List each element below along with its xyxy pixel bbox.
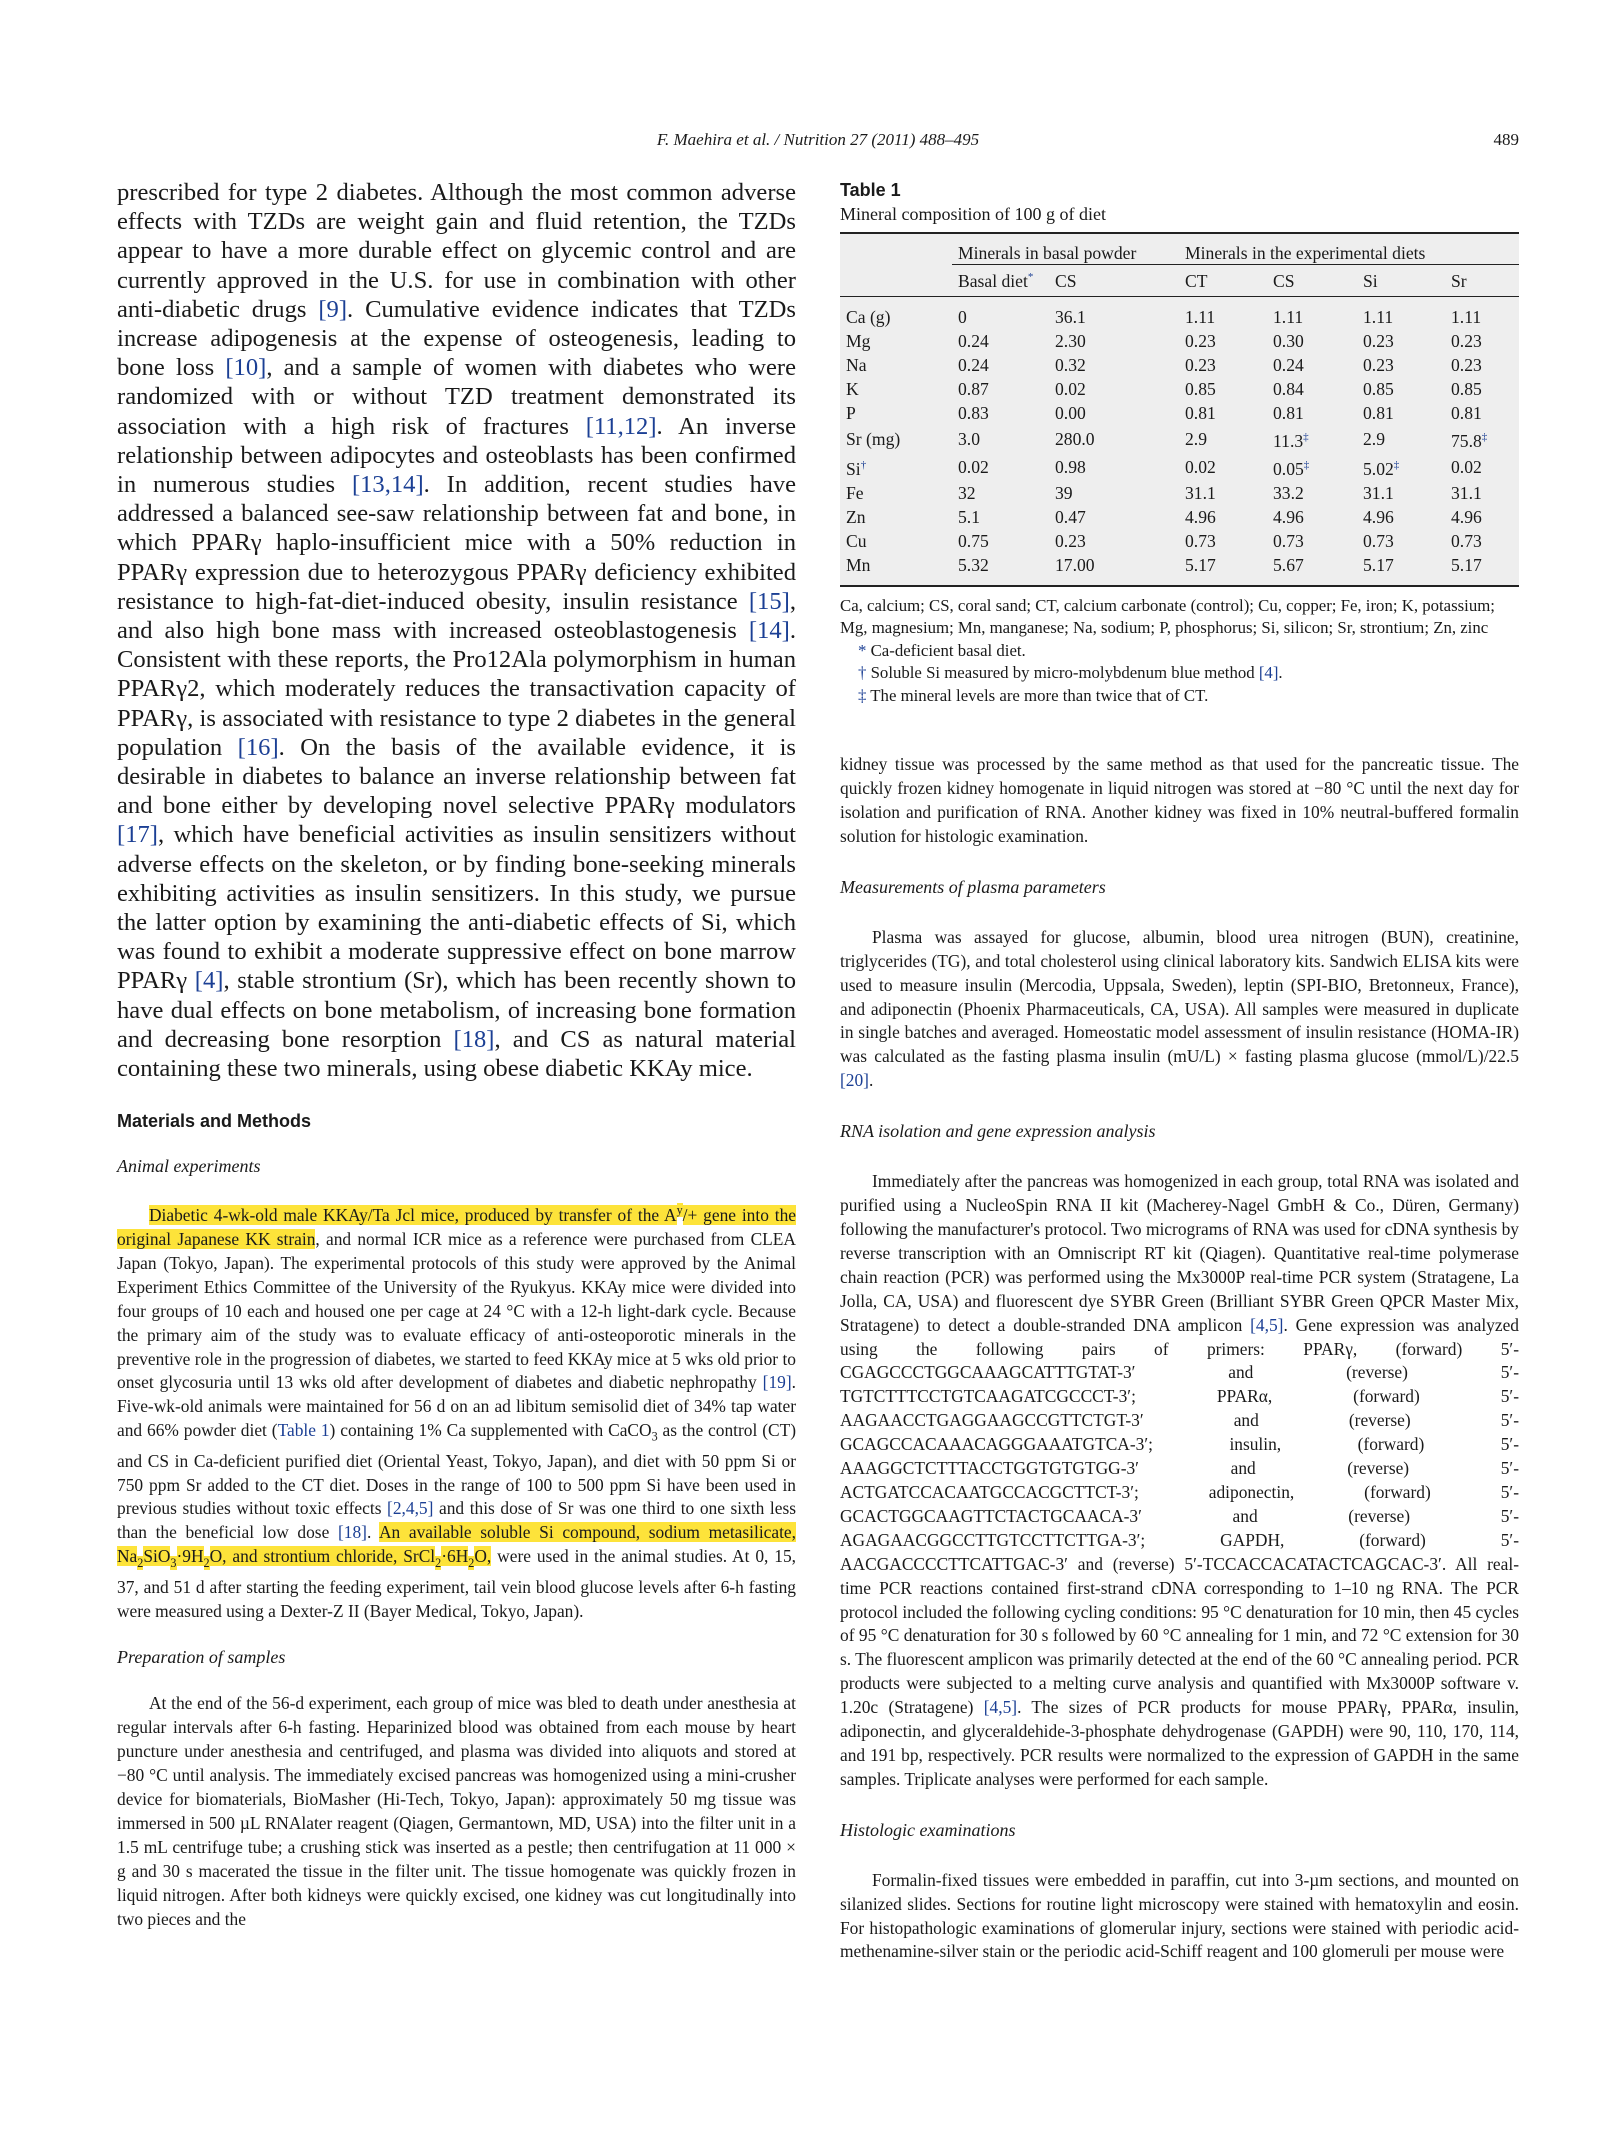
table-cell: 0.85 <box>1185 379 1216 399</box>
table-cell: 0.32 <box>1055 355 1086 375</box>
table-cell: 1.11 <box>1185 307 1216 327</box>
mineral-table <box>840 232 1519 587</box>
intro-text: prescribed for type 2 diabetes. Although the most common adverse effects with TZDs are weight gain and fluid retention, the TZDs appear to have a more durable effect on glycemic control and are currently approved in the U.S. for use in combination with other anti-diabetic drugs [9]. Cumulative evidence indicates that TZDs increase adipogenesis at the expense of osteogenesis, leading to bone loss [10], and a sample of women with diabetes who were randomized with or without TZD treatment demonstrated its association with a high risk of fractures [11,12]. An inverse relationship between adipocytes and osteoblasts has been confirmed in numerous studies [13,14]. In addition, recent studies have addressed a balanced see-saw relationship between fat and bone, in which PPARγ haplo-insufficient mice with a 50% reduction in PPARγ expression due to heterozygous PPARγ deficiency exhibited resistance to high-fat-diet-induced obesity, insulin resistance [15], and also high bone mass with increased osteoblastogenesis [14]. Consistent with these reports, the Pro12Ala polymorphism in human PPARγ2, which moderately reduces the transactivation capacity of PPARγ, is associated with resistance to type 2 diabetes in the general population [16]. On the basis of the available evidence, it is desirable in diabetes to balance an inverse relationship between fat and bone either by developing novel selective PPARγ modulators [17], which have beneficial activities as insulin sensitizers without adverse effects on the skeleton, or by finding bone-seeking minerals exhibiting activities as insulin sensitizers. In this study, we pursue the latter option by examining the anti-diabetic effects of Si, which was found to exhibit a moderate suppressive effect on bone marrow PPARγ [4], stable strontium (Sr), which has been recently shown to have dual effects on bone metabolism, of increasing bone formation and decreasing bone resorption [18], and CS as natural material containing these two minerals, using obese diabetic KKAy mice. <box>117 179 797 1083</box>
animal-paragraph <box>117 1199 796 1623</box>
row-label: Mn <box>846 554 871 575</box>
table-cell: 5.17 <box>1185 554 1216 575</box>
table-cell: 0.23 <box>1185 355 1216 375</box>
table-caption-text: Mineral composition of 100 g of diet <box>840 204 1106 224</box>
table-cell: 3.0 <box>958 428 980 449</box>
table-footnotes <box>840 640 1519 708</box>
row-label: Sr (mg) <box>846 428 901 449</box>
table-cell: 0 <box>958 307 967 327</box>
table-cell: 0.23 <box>1055 530 1086 551</box>
table-cell: 5.17 <box>1363 554 1394 575</box>
table-footnote: † Soluble Si measured by micro-molybdenum blue method [4]. <box>858 663 1283 683</box>
table-cell: 33.2 <box>1273 482 1304 503</box>
journal-citation: F. Maehira et al. / Nutrition 27 (2011) 488–495 <box>656 130 980 149</box>
subsection-rna: RNA isolation and gene expression analysis <box>840 1121 1156 1142</box>
row-label: P <box>846 403 856 423</box>
prep-paragraph <box>117 1692 796 1931</box>
table-cell: 0.30 <box>1273 331 1304 351</box>
kidney-text: kidney tissue was processed by the same method as that used for the pancreatic tissue. The quickly frozen kidney homogenate in liquid nitrogen was stored at −80 °C until the next day for isolation and purification of RNA. Another kidney was fixed in 10% neutral-buffered formalin solution for histologic examination. <box>840 754 1519 846</box>
citation-link[interactable]: [10] <box>225 354 267 382</box>
table-cell: 11.3‡ <box>1273 430 1309 451</box>
table-cell: 0.00 <box>1055 403 1086 423</box>
citation-link[interactable]: [4,5] <box>1250 1314 1284 1335</box>
table-cell: 0.02 <box>958 456 989 477</box>
table-cell: 0.24 <box>958 331 989 351</box>
table-row <box>840 425 1519 453</box>
row-label: Cu <box>846 530 867 551</box>
citation-link[interactable]: [2,4,5] <box>387 1498 434 1519</box>
table-cell: 1.11 <box>1273 307 1304 327</box>
col-sr: Sr <box>1445 265 1519 297</box>
table-cell: 5.02‡ <box>1363 458 1400 479</box>
citation-link[interactable]: [11,12] <box>585 412 657 440</box>
table-cell: 0.47 <box>1055 506 1086 527</box>
table-row <box>840 297 1519 330</box>
table-row <box>840 401 1519 425</box>
table-cell: 0.73 <box>1185 530 1216 551</box>
subsection-animal-experiments: Animal experiments <box>117 1156 261 1177</box>
table-cell: 1.11 <box>1451 307 1482 327</box>
table-row <box>840 505 1519 529</box>
citation-link[interactable]: [18] <box>453 1025 495 1053</box>
table-column-header <box>840 265 1519 297</box>
table-row <box>840 481 1519 505</box>
table-cell: 0.73 <box>1363 530 1394 551</box>
citation-link[interactable]: [13,14] <box>351 471 424 499</box>
col-basal-diet: Basal diet* <box>952 265 1049 297</box>
citation-link[interactable]: [18] <box>337 1522 367 1543</box>
table-cell: 0.87 <box>958 379 989 399</box>
table-cell: 0.23 <box>1451 331 1482 351</box>
prep-text: At the end of the 56-d experiment, each group of mice was bled to death under anesthesia at regular intervals after 6-h fasting. Heparinized blood was obtained from each mouse by heart puncture under anesthesia and centrifuged, and plasma was divided into aliquots and stored at −80 °C until analysis. The immediately excised pancreas was homogenized using a mini-crusher device for biomaterials, BioMasher (Hi-Tech, Tokyo, Japan): approximately 50 mg tissue was immersed in 500 µL RNAlater reagent (Qiagen, Germantown, MD, USA) into the filter unit in a 1.5 mL centrifuge tube; a crushing stick was inserted as a pestle; then centrifugation at 11 000 × g and 30 s macerated the tissue in the filter unit. The tissue homogenate was quickly frozen in liquid nitrogen. After both kidneys were quickly excised, one kidney was cut longitudinally into two pieces and the <box>117 1693 796 1929</box>
table-cell: 5.17 <box>1451 554 1482 575</box>
table-cell: 5.1 <box>958 506 980 527</box>
intro-paragraph <box>117 178 796 1083</box>
table-cell: 0.85 <box>1451 379 1482 399</box>
table-cell: 0.73 <box>1273 530 1304 551</box>
right-column <box>840 178 1519 1964</box>
table-cell: 4.96 <box>1363 506 1394 527</box>
subsection-histologic: Histologic examinations <box>840 1819 1016 1840</box>
table-cell: 5.67 <box>1273 554 1304 575</box>
col-ct: CT <box>1179 265 1267 297</box>
table-row <box>840 353 1519 377</box>
table-row <box>840 553 1519 586</box>
table-cell: 0.81 <box>1363 403 1394 423</box>
table-row <box>840 377 1519 401</box>
table-cell: 0.81 <box>1273 403 1304 423</box>
section-heading: Materials and Methods <box>117 1111 312 1132</box>
citation-link[interactable]: [4] <box>194 967 224 995</box>
col-cs: CS <box>1049 265 1179 297</box>
citation-link[interactable]: [17] <box>117 821 158 849</box>
table-footnote: * Ca-deficient basal diet. <box>858 640 1026 660</box>
subsection-preparation: Preparation of samples <box>117 1647 286 1668</box>
row-label: Zn <box>846 506 866 527</box>
kidney-paragraph <box>840 753 1519 849</box>
page-number: 489 <box>1493 130 1519 149</box>
col-cs-exp: CS <box>1267 265 1357 297</box>
animal-text: Diabetic 4-wk-old male KKAy/Ta Jcl mice, produced by transfer of the $A^y/+$ gene into the original Japanese KK strain, and normal ICR mice as a reference were purchased from CLEA Japan (Tokyo, Japan). The experimental protocols of this study were approved by the Animal Experiment Ethics Committee of the University of the Ryukyus. KKAy mice were divided into four groups of 10 each and housed one per cage at 24 °C with a 12-h light-dark cycle. Because the primary aim of the study was to evaluate efficacy of anti-osteoporotic minerals in the preventive role in the progression of diabetes, we started to feed KKAy mice at 5 wks old prior to onset glycosuria until 13 wks old after development of diabetes and diabetic nephropathy [19]. Five-wk-old animals were maintained for 56 d on an ad libitum semisolid diet of 34% tap water and 66% powder diet (Table 1) containing 1% Ca supplemented with CaCO$_3$ as the control (CT) and CS in Ca-deficient purified diet (Oriental Yeast, Tokyo, Japan), and diet with 50 ppm Si or 750 ppm Sr added to the CT diet. Doses in the range of 100 to 500 ppm Si have been used in previous studies without toxic effects [2,4,5] and this dose of Sr was one third to one sixth less than the beneficial low dose [18]. An available soluble Si compound, sodium metasilicate, $Na_2SiO_3\cdot 9H_2O$, and strontium chloride, $SrCl_2\cdot 6H_2O$, were used in the animal studies. At 0, 15, 37, and 51 d after starting the feeding experiment, tail vein blood glucose levels after 6-h fasting were measured using a Dexter-Z II (Bayer Medical, Tokyo, Japan). <box>117 1203 797 1621</box>
table-cell: 0.84 <box>1273 379 1304 399</box>
col-si: Si <box>1357 265 1445 297</box>
table-row <box>840 329 1519 353</box>
table-cell: 0.24 <box>1273 355 1304 375</box>
table-cell: 0.02 <box>1185 456 1216 477</box>
plasma-paragraph <box>840 926 1519 1093</box>
table-cell: 0.23 <box>1363 355 1394 375</box>
table-cell: 0.02 <box>1451 456 1482 477</box>
table-cell: 0.98 <box>1055 456 1086 477</box>
table-caption <box>840 178 1519 226</box>
row-label: Ca (g) <box>846 307 891 327</box>
citation-link[interactable]: [19] <box>762 1372 792 1393</box>
citation-link[interactable]: [15] <box>748 587 790 615</box>
table-footer <box>840 595 1519 708</box>
table-cell: 0.81 <box>1185 403 1216 423</box>
citation-link[interactable]: [9] <box>318 295 348 323</box>
table-cell: 0.23 <box>1185 331 1216 351</box>
row-label: Fe <box>846 482 864 503</box>
table-cell: 5.32 <box>958 554 989 575</box>
table-cell: 4.96 <box>1185 506 1216 527</box>
rna-text: Immediately after the pancreas was homogenized in each group, total RNA was isolated and purified using a NucleoSpin RNA II kit (Macherey-Nagel GmbH & Co., Düren, Germany) following the manufacturer's protocol. Two micrograms of RNA was used for cDNA synthesis by reverse transcription with an Omniscript RT kit (Qiagen). Quantitative real-time polymerase chain reaction (PCR) was performed using the Mx3000P real-time PCR system (Stratagene, La Jolla, CA, USA) and fluorescent dye SYBR Green (Brilliant SYBR Green QPCR Master Mix, Stratagene) to detect a double-stranded DNA amplicon [4,5]. Gene expression was analyzed using the following pairs of primers: PPARγ, (forward) 5′-CGAGCCCTGGCAAAGCATTTGTAT-3′ and (reverse) 5′-TGTCTTTCCTGTCAAGATCGCCCT-3′; PPARα, (forward) 5′-AAGAACCTGAGGAAGCCGTTCTGT-3′ and (reverse) 5′-GCAGCCACAAACAGGGAAATGTCA-3′; insulin, (forward) 5′-AAAGGCTCTTTACCTGGTGTGTGG-3′ and (reverse) 5′-ACTGATCCACAATGCCACGCTTCT-3′; adiponectin, (forward) 5′-GCACTGGCAAGTTCTACTGCAACA-3′ and (reverse) 5′-AGAGAACGGCCTTGTCCTTCTTGA-3′; GAPDH, (forward) 5′-AACGACCCCTTCATTGAC-3′ and (reverse) 5′-TCCACCACATACTCAGCAC-3′. All real-time PCR reactions contained first-strand cDNA corresponding to 1–10 ng RNA. The PCR protocol included the following cycling conditions: 95 °C denaturation for 10 min, then 45 cycles of 95 °C denaturation for 30 s followed by 60 °C annealing for 1 min, and 72 °C extension for 30 s. The fluorescent amplicon was primarily detected at the end of the 60 °C annealing period. PCR products were subjected to a melting curve analysis and quantified with Mx3000P software v. 1.20c (Stratagene) [4,5]. The sizes of PCR products for mouse PPARγ, PPARα, insulin, adiponectin, and glyceraldehide-3-phosphate dehydrogenase (GAPDH) were 90, 110, 170, 114, and 191 bp, respectively. PCR results were normalized to the expression of GAPDH in the same samples. Triplicate analyses were performed for each sample. <box>840 1171 1519 1789</box>
table-cell: 2.9 <box>1363 428 1385 449</box>
table-group-header <box>840 233 1519 265</box>
table-label: Table 1 <box>840 180 901 200</box>
table-cell: 0.23 <box>1451 355 1482 375</box>
table-footnote: ‡ The mineral levels are more than twice that of CT. <box>858 685 1209 705</box>
subsection-plasma: Measurements of plasma parameters <box>840 876 1106 897</box>
table-cell: 0.02 <box>1055 379 1086 399</box>
table-cell: 4.96 <box>1451 506 1482 527</box>
table-cell: 0.73 <box>1451 530 1482 551</box>
citation-link[interactable]: Table 1 <box>277 1420 330 1441</box>
table-cell: 2.30 <box>1055 331 1086 351</box>
group-basal: Minerals in basal powder <box>952 233 1179 265</box>
table-cell: 39 <box>1055 482 1073 503</box>
group-experimental: Minerals in the experimental diets <box>1179 233 1519 265</box>
table-cell: 32 <box>958 482 976 503</box>
citation-link[interactable]: [16] <box>237 733 279 761</box>
row-label: Mg <box>846 331 871 351</box>
table-row <box>840 453 1519 481</box>
table-cell: 75.8‡ <box>1451 430 1488 451</box>
row-label: Na <box>846 355 867 375</box>
table-cell: 31.1 <box>1451 482 1482 503</box>
citation-link[interactable]: [4] <box>1258 663 1279 683</box>
table-cell: 280.0 <box>1055 428 1095 449</box>
table-body <box>840 297 1519 586</box>
table-cell: 0.23 <box>1363 331 1394 351</box>
table-cell: 2.9 <box>1185 428 1207 449</box>
citation-link[interactable]: [4,5] <box>983 1697 1018 1718</box>
table-cell: 31.1 <box>1363 482 1394 503</box>
table-cell: 36.1 <box>1055 307 1086 327</box>
table-cell: 0.24 <box>958 355 989 375</box>
row-label: K <box>846 379 859 399</box>
table-cell: 0.81 <box>1451 403 1482 423</box>
running-head <box>117 130 1519 154</box>
table-cell: 0.83 <box>958 403 989 423</box>
rna-paragraph <box>840 1170 1519 1792</box>
table-cell: 1.11 <box>1363 307 1394 327</box>
table-cell: 0.85 <box>1363 379 1394 399</box>
row-label: Si† <box>846 458 867 479</box>
table-cell: 4.96 <box>1273 506 1304 527</box>
table-cell: 0.75 <box>958 530 989 551</box>
citation-link[interactable]: [20] <box>840 1070 869 1091</box>
plasma-text: Plasma was assayed for glucose, albumin, blood urea nitrogen (BUN), creatinine, triglycerides (TG), and total cholesterol using clinical laboratory kits. Sandwich ELISA kits were used to measure insulin (Mercodia, Uppsala, Sweden), leptin (SPI-BIO, Bretonneux, France), and adiponectin (Phoenix Pharmaceuticals, CA, USA). All samples were measured in duplicate in single batches and averaged. Homeostatic model assessment of insulin resistance (HOMA-IR) was calculated as the fasting plasma insulin (mU/L) × fasting plasma glucose (mmol/L)/22.5 [20]. <box>840 926 1519 1091</box>
table-cell: 31.1 <box>1185 482 1216 503</box>
table-abbreviations: Ca, calcium; CS, coral sand; CT, calcium carbonate (control); Cu, copper; Fe, iron; K, potassium; Mg, magnesium; Mn, manganese; Na, sodium; P, phosphorus; Si, silicon; Sr, strontium; Zn, zinc <box>840 595 1495 638</box>
histo-text: Formalin-fixed tissues were embedded in paraffin, cut into 3-µm sections, and mounted on silanized slides. Sections for routine light microscopy were stained with hematoxylin and eosin. For histopathologic examinations of glomerular injury, sections were stained with periodic acid-methenamine-silver stain or the periodic acid-Schiff reagent and 100 glomeruli per mouse were <box>840 1869 1519 1962</box>
citation-link[interactable]: [14] <box>748 617 790 645</box>
histo-paragraph <box>840 1869 1519 1965</box>
left-column <box>117 178 796 1932</box>
table-cell: 0.05‡ <box>1273 458 1310 479</box>
table-row <box>840 529 1519 553</box>
table-cell: 17.00 <box>1055 554 1095 575</box>
